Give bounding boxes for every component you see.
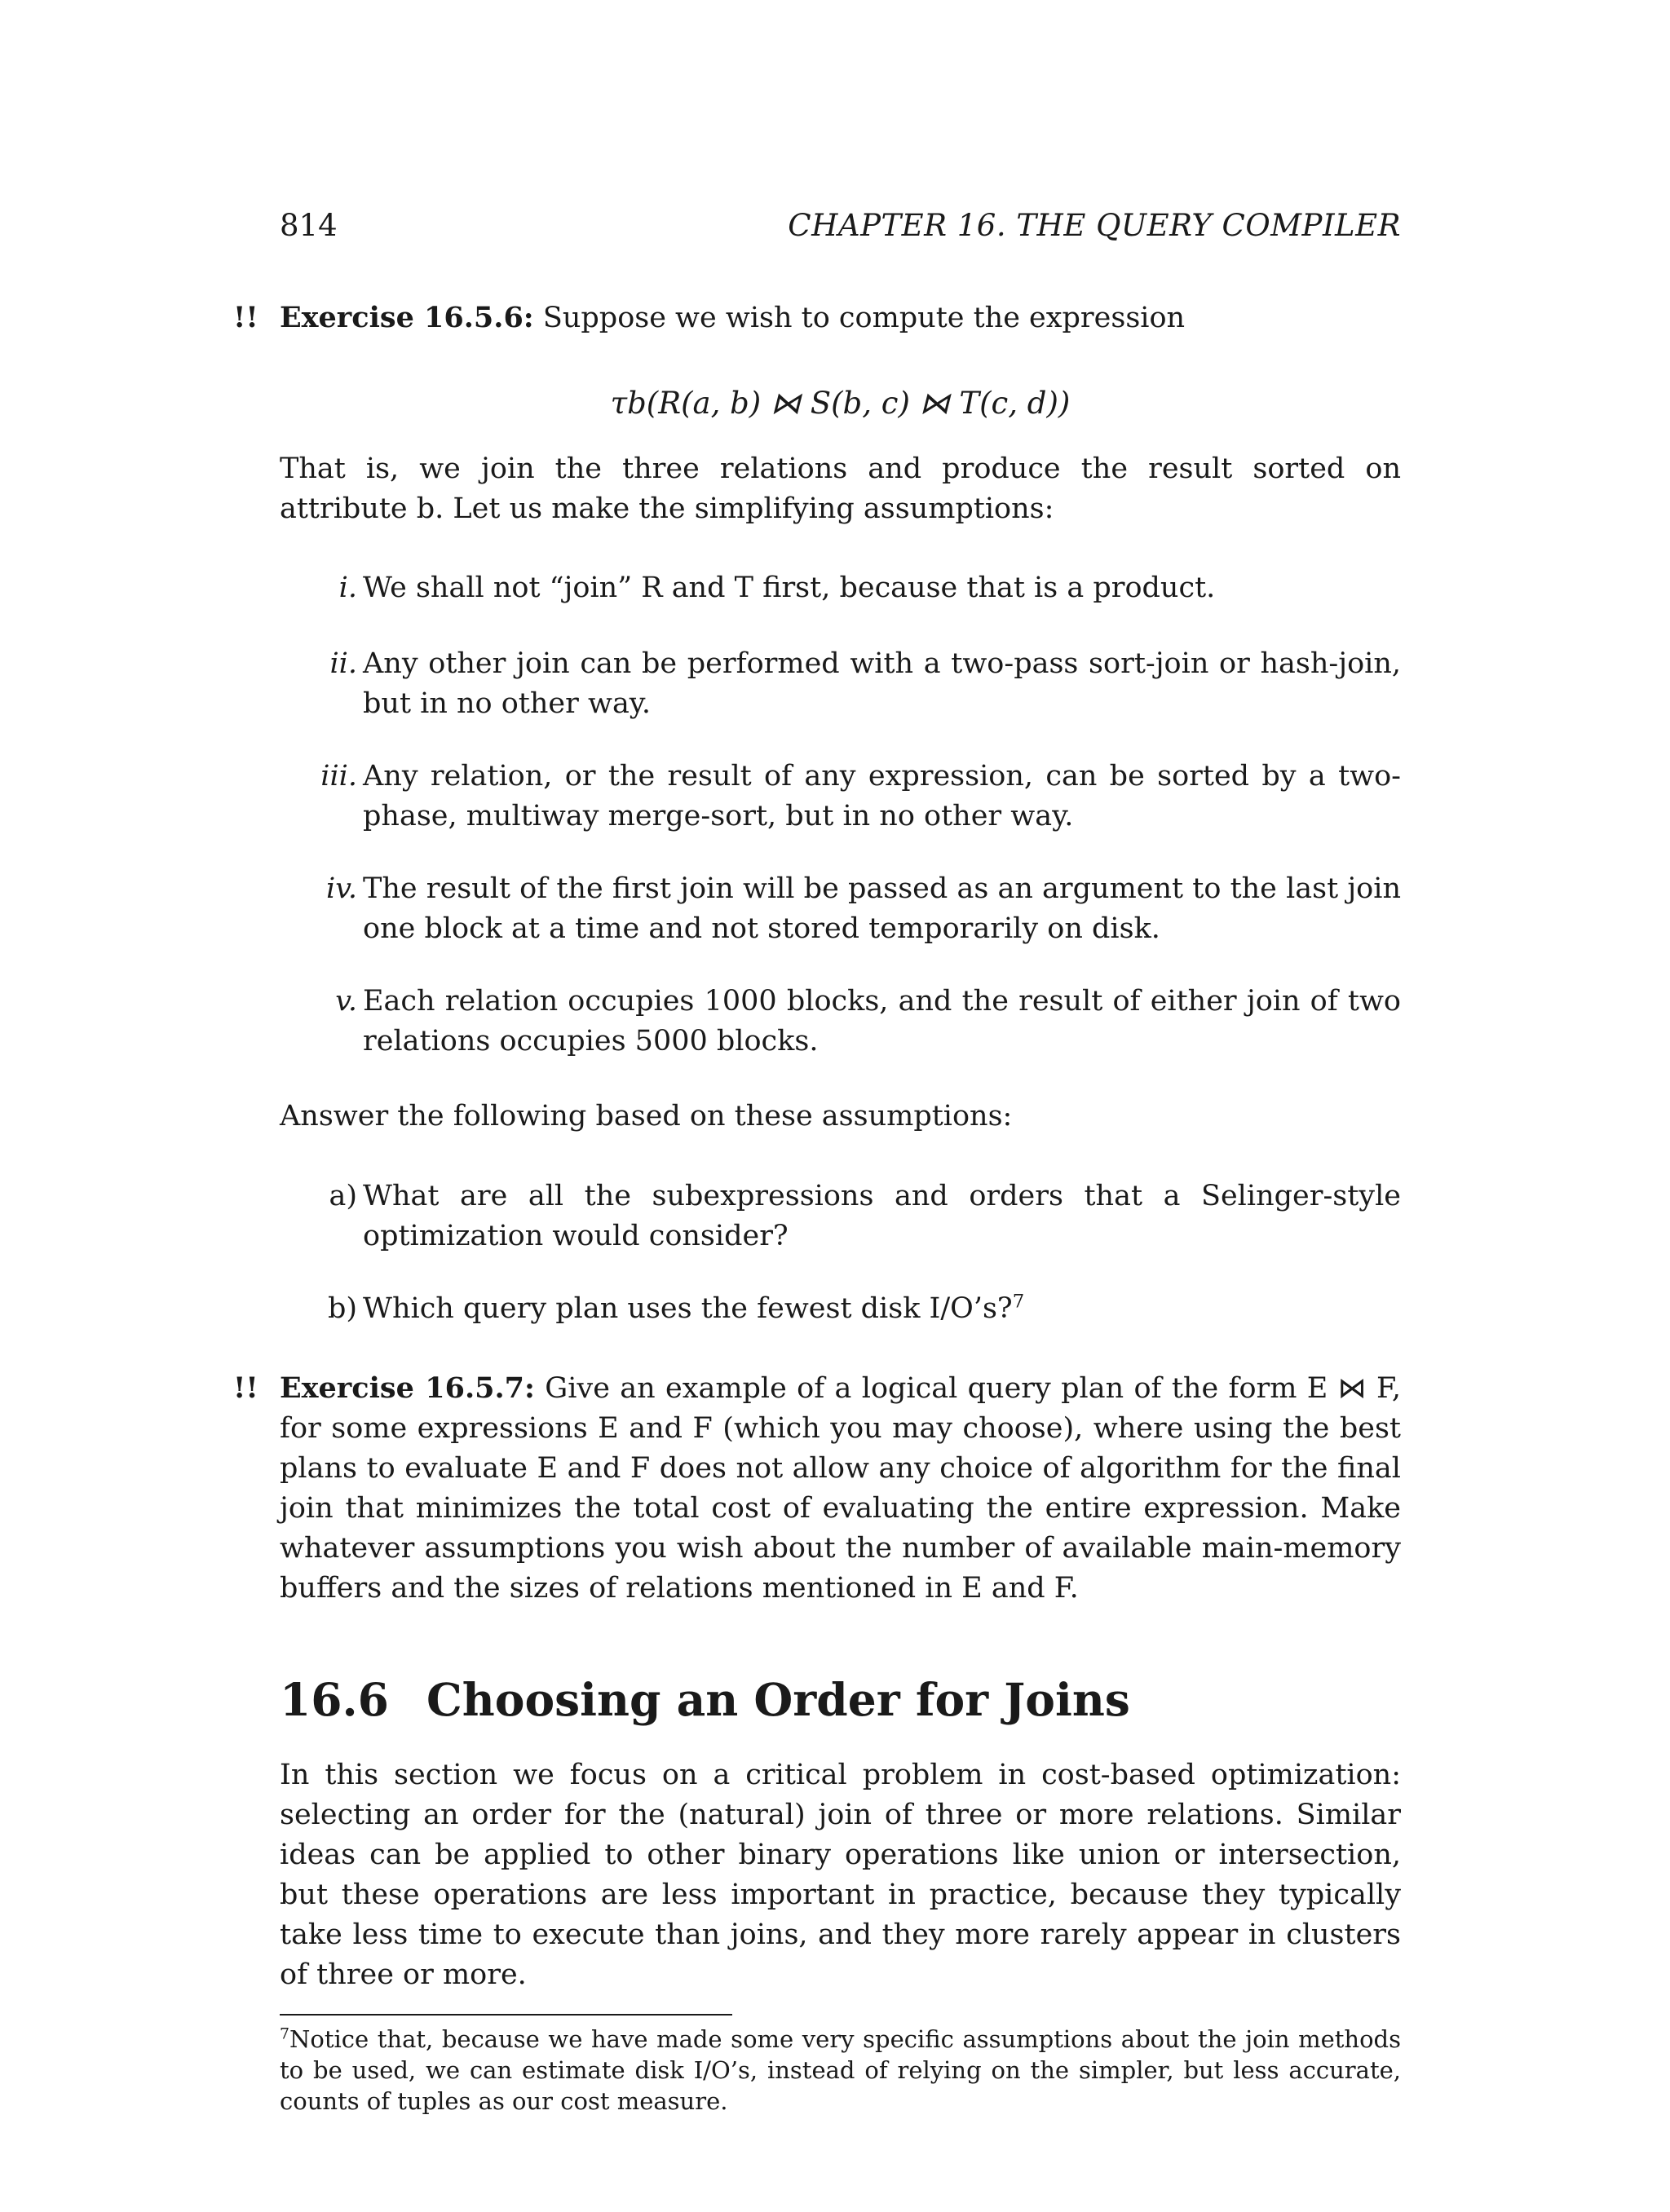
page-number: 814 xyxy=(280,208,338,243)
question-text: What are all the subexpressions and orders that a Selinger-style optimization would consider? xyxy=(363,1180,1401,1252)
exercise-label: Exercise 16.5.7: xyxy=(280,1371,535,1405)
exercise-intro-text: Suppose we wish to compute the expression xyxy=(542,302,1186,334)
exercise-16-5-6-intro xyxy=(233,298,1401,338)
running-title: CHAPTER 16. THE QUERY COMPILER xyxy=(788,208,1401,243)
section-heading xyxy=(280,1671,1130,1729)
section-body: In this section we focus on a critical problem in cost-based optimization: selecting an order for the (natural) join of three or more relations. Similar ideas can be applied to other binary operations like union or intersection, but these operations are less important in practice, because they typically take less time to execute than joins, and they more rarely appear in clusters of three or more. xyxy=(280,1759,1401,1991)
running-header xyxy=(280,205,1401,251)
assumption-label: v. xyxy=(335,985,357,1018)
assumption-label: iv. xyxy=(326,872,357,905)
assumption-label: i. xyxy=(338,572,357,604)
sort-join-equation: τb(R(a, b) ⋈ S(b, c) ⋈ T(c, d)) xyxy=(610,386,1071,421)
answer-intro: Answer the following based on these assumptions: xyxy=(280,1100,1013,1132)
assumption-label: iii. xyxy=(320,760,357,793)
difficulty-marker: !! xyxy=(233,301,258,334)
assumption-text: Any other join can be performed with a two-pass sort-join or hash-join, but in no other way. xyxy=(363,647,1401,720)
section-number: 16.6 xyxy=(280,1673,389,1726)
exercise-16-5-7 xyxy=(233,1368,1401,1609)
assumption-text: Each relation occupies 1000 blocks, and the result of either join of two relations occupies 5000 blocks. xyxy=(363,985,1401,1057)
exercise-16-5-6-setup: That is, we join the three relations and produce the result sorted on attribute b. Let us make the simplifying assumptions: xyxy=(280,453,1401,525)
question-label: a) xyxy=(329,1180,357,1212)
assumption-label: ii. xyxy=(329,647,357,680)
difficulty-marker: !! xyxy=(233,1371,258,1405)
footnote-mark: 7 xyxy=(280,2025,289,2043)
section-title: Choosing an Order for Joins xyxy=(426,1673,1130,1726)
footnote-rule xyxy=(280,2014,732,2016)
question-text: Which query plan uses the fewest disk I/O’s? xyxy=(363,1292,1013,1325)
assumption-text: Any relation, or the result of any expression, can be sorted by a two-phase, multiway merge-sort, but in no other way. xyxy=(363,760,1401,832)
footnote xyxy=(280,2024,1401,2117)
footnote-reference: 7 xyxy=(1012,1291,1025,1313)
assumption-text: We shall not “join” R and T first, because that is a product. xyxy=(363,572,1216,604)
footnote-text: Notice that, because we have made some very specific assumptions about the join methods to be used, we can estimate disk I/O’s, instead of relying on the simpler, but less accurate, counts of tuples as our cost measure. xyxy=(280,2025,1401,2115)
exercise-text: Give an example of a logical query plan of the form E ⋈ F, for some expressions E and F (which you may choose), where using the best plans to evaluate E and F does not allow any choice of algorithm for the final join that minimizes the total cost of evaluating the entire expression. Make whatever assumptions you wish about the number of available main-memory buffers and the sizes of relations mentioned in E and F. xyxy=(280,1372,1401,1605)
question-label: b) xyxy=(327,1292,357,1325)
exercise-label: Exercise 16.5.6: xyxy=(280,301,534,334)
assumption-text: The result of the first join will be passed as an argument to the last join one block at a time and not stored temporarily on disk. xyxy=(363,872,1401,945)
